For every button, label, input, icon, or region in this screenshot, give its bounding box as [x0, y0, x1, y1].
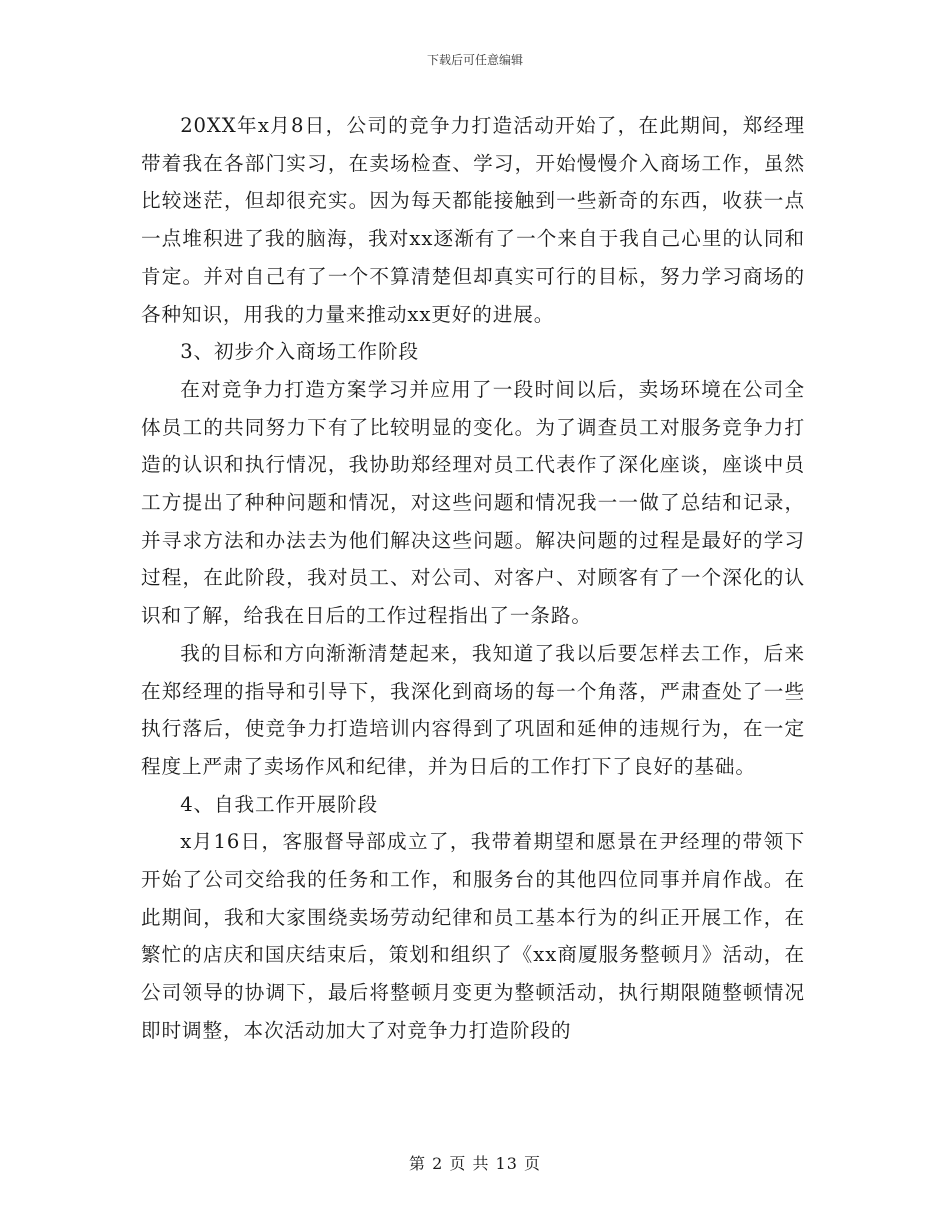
page-header: 下载后可任意编辑 — [426, 53, 523, 67]
page-footer: 第 2 页 共 13 页 — [409, 1154, 541, 1173]
section-heading-4: 4、自我工作开展阶段 — [180, 792, 378, 816]
paragraph-1: 20XX年x月8日，公司的竞争力打造活动开始了，在此期间，郑经理带着我在各部门实习，在卖场检查、学习，开始慢慢介入商场工作，虽然比较迷茫，但却很充实。因为每天都能接触到一些新奇的东西，收获一点一点堆积进了我的脑海，我对xx逐渐有了一个来自于我自己心里的认同和肯定。并对自己有了一个不算清楚但却真实可行的目标，努力学习商场的各种知识，用我的力量来推动xx更好的进展。 — [141, 114, 805, 326]
paragraph-2: 在对竞争力打造方案学习并应用了一段时间以后，卖场环境在公司全体员工的共同努力下有了比较明显的变化。为了调查员工对服务竞争力打造的认识和执行情况，我协助郑经理对员工代表作了深化座谈，座谈中员工方提出了种种问题和情况，对这些问题和情况我一一做了总结和记录，并寻求方法和办法去为他们解决这些问题。解决问题的过程是最好的学习过程，在此阶段，我对员工、对公司、对客户、对顾客有了一个深化的认识和了解，给我在日后的工作过程指出了一条路。 — [141, 377, 805, 628]
paragraph-3: 我的目标和方向渐渐清楚起来，我知道了我以后要怎样去工作，后来在郑经理的指导和引导下，我深化到商场的每一个角落，严肃查处了一些执行落后，使竞争力打造培训内容得到了巩固和延伸的违规行为，在一定程度上严肃了卖场作风和纪律，并为日后的工作打下了良好的基础。 — [141, 641, 805, 778]
section-heading-3: 3、初步介入商场工作阶段 — [180, 340, 419, 364]
paragraph-4: x月16日，客服督导部成立了，我带着期望和愿景在尹经理的带领下开始了公司交给我的任务和工作，和服务台的其他四位同事并肩作战。在此期间，我和大家围绕卖场劳动纪律和员工基本行为的纠正开展工作，在繁忙的店庆和国庆结束后，策划和组织了《xx商厦服务整顿月》活动，在公司领导的协调下，最后将整顿月变更为整顿活动，执行期限随整顿情况即时调整，本次活动加大了对竞争力打造阶段的 — [141, 830, 805, 1042]
document-body — [141, 107, 805, 1050]
